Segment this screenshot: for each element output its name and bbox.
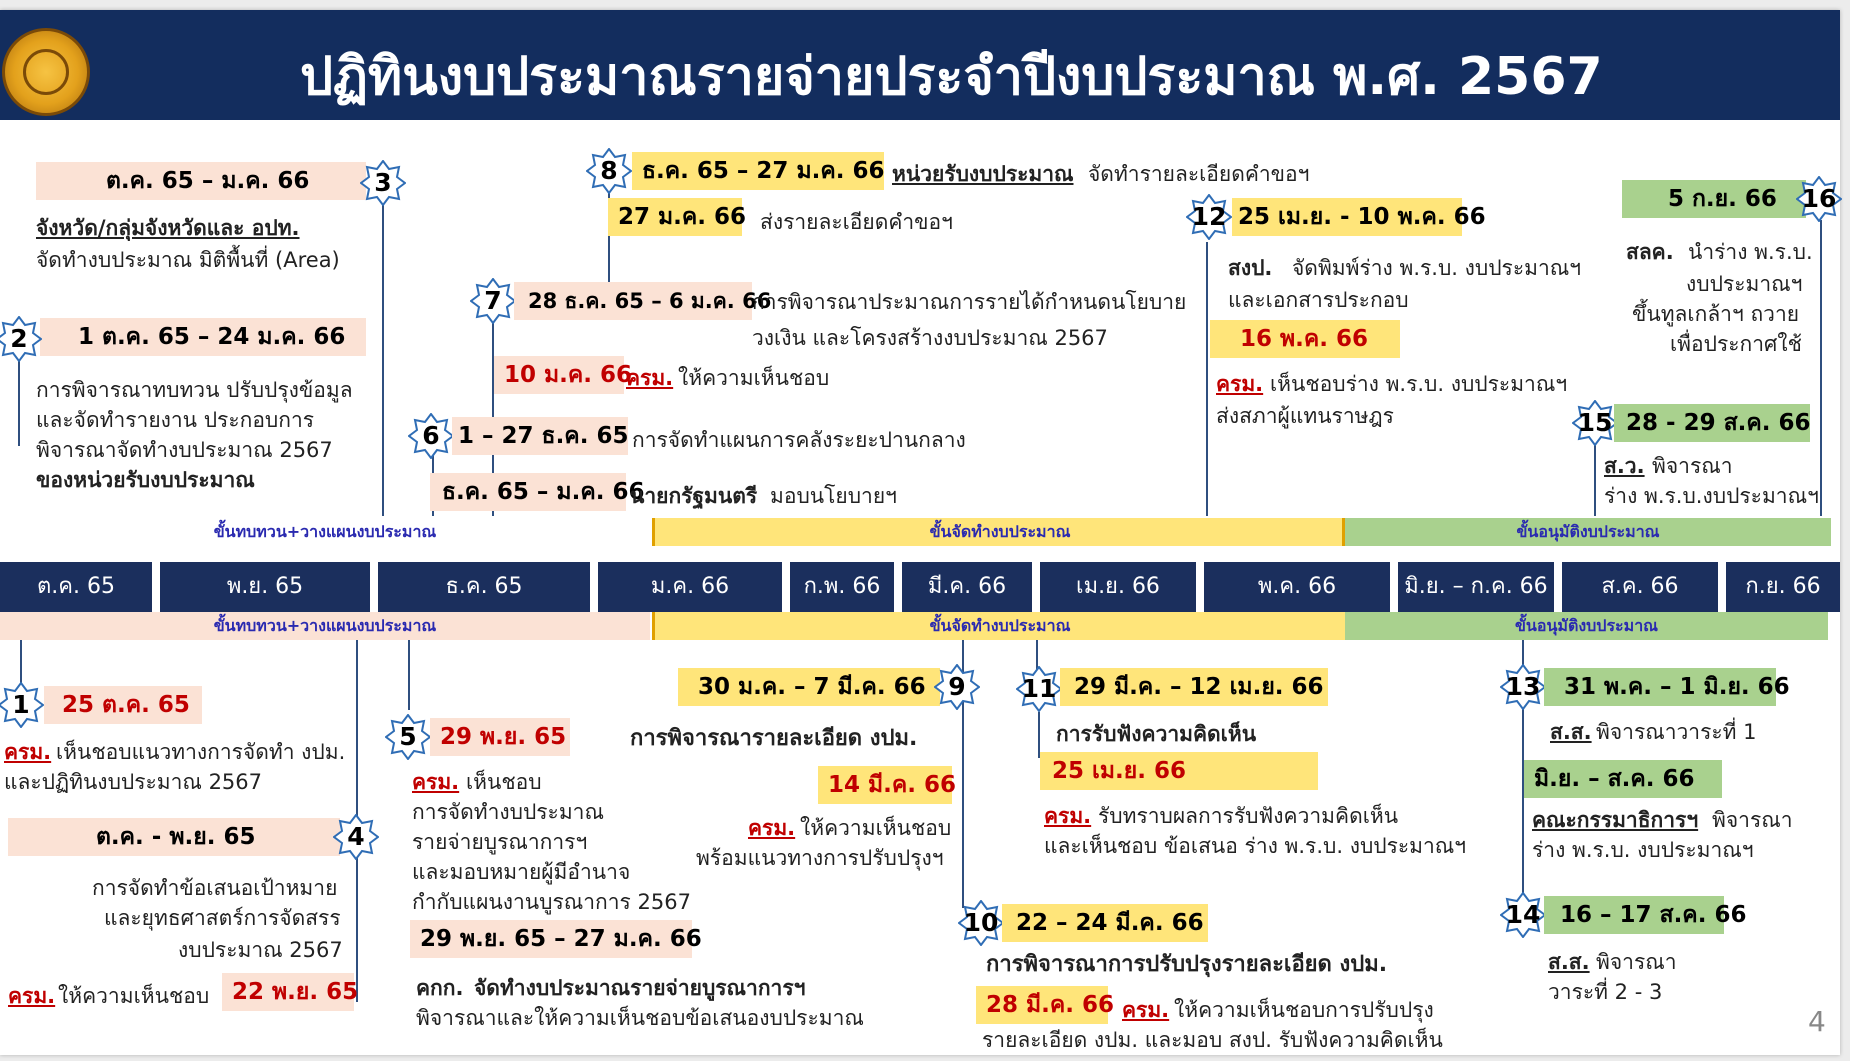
step1-badge: 1 (0, 682, 44, 728)
step14-line1: พิจารณา (1596, 950, 1677, 974)
step12-line4: ส่งสภาผู้แทนราษฎร (1216, 404, 1394, 428)
connector-line (1820, 220, 1822, 516)
step8-line2: ส่งรายละเอียดคำขอฯ (760, 210, 953, 234)
step4-date2: 22 พ.ย. 65 (222, 973, 354, 1011)
month-jun-jul-66: มิ.ย. – ก.ค. 66 (1398, 562, 1554, 612)
month-jan-66: ม.ค. 66 (598, 562, 782, 612)
month-sep-66: ก.ย. 66 (1726, 562, 1840, 612)
step10-date: 22 – 24 มี.ค. 66 (1002, 904, 1208, 942)
step8-badge: 8 (586, 148, 632, 194)
step3-org: จังหวัด/กลุ่มจังหวัดและ อปท. (36, 216, 300, 240)
month-aug-66: ส.ค. 66 (1562, 562, 1718, 612)
step7-org: ครม. (626, 366, 674, 390)
step11-line1: การรับฟังความคิดเห็น (1056, 722, 1257, 746)
step1-date: 25 ต.ค. 65 (44, 686, 202, 724)
step3-line1: จัดทำงบประมาณ มิติพื้นที่ (Area) (36, 248, 340, 272)
header-bar (0, 10, 1840, 120)
step10-line1: การพิจารณาการปรับปรุงรายละเอียด งปม. (986, 952, 1388, 977)
step2-line3: พิจารณาจัดทำงบประมาณ 2567 (36, 438, 333, 462)
step5-org: ครม. (412, 770, 460, 794)
step16-line3: ขึ้นทูลเกล้าฯ ถวาย (1632, 302, 1800, 326)
step13-org2: คณะกรรมาธิการฯ (1532, 808, 1699, 832)
step16-org: สลค. (1626, 240, 1674, 264)
step8-line1: จัดทำรายละเอียดคำขอฯ (1088, 162, 1310, 186)
step11-date2: 25 เม.ย. 66 (1040, 752, 1318, 790)
page-title: ปฏิทินงบประมาณรายจ่ายประจำปีงบประมาณ พ.ศ. 2567 (300, 47, 1603, 107)
step4-org: ครม. (8, 984, 56, 1008)
step4-line3: งบประมาณ 2567 (178, 938, 343, 962)
step13-badge: 13 (1500, 664, 1546, 710)
month-may-66: พ.ค. 66 (1204, 562, 1390, 612)
month-feb-66: ก.พ. 66 (790, 562, 894, 612)
step5-line4: และมอบหมายผู้มีอำนาจ (412, 860, 631, 884)
phase-approve-top: ขั้นอนุมัติงบประมาณ (1342, 518, 1831, 546)
step5-org2: คกก. (416, 976, 464, 1000)
step15-org: ส.ว. (1604, 454, 1645, 478)
step6-org: นายกรัฐมนตรี (630, 484, 758, 508)
step16-line1: นำร่าง พ.ร.บ. (1688, 240, 1813, 264)
step6-badge: 6 (408, 413, 454, 459)
step12-org: สงป. (1228, 256, 1273, 280)
connector-line (382, 190, 384, 516)
step4-text: ให้ความเห็นชอบ (58, 984, 210, 1008)
month-oct-65: ต.ค. 65 (0, 562, 152, 612)
step9-line3: พร้อมแนวทางการปรับปรุงฯ (696, 846, 944, 870)
step2-date: 1 ต.ค. 65 – 24 ม.ค. 66 (40, 318, 366, 356)
slide (0, 10, 1840, 1055)
step1-line1: เห็นชอบแนวทางการจัดทำ งปม. (56, 740, 346, 764)
step8-date2: 27 ม.ค. 66 (608, 198, 742, 236)
step9-org: ครม. (748, 816, 796, 840)
step12-line1: จัดพิมพ์ร่าง พ.ร.บ. งบประมาณฯ (1292, 256, 1582, 280)
step10-org: ครม. (1122, 998, 1170, 1022)
step11-line2: รับทราบผลการรับฟังความคิดเห็น (1098, 804, 1399, 828)
page-number: 4 (1808, 1005, 1826, 1038)
step10-line3: รายละเอียด งปม. และมอบ สงป. รับฟังความคิดเห็น (982, 1028, 1443, 1052)
step13-line2: พิจารณา (1712, 808, 1793, 832)
step9-date: 30 ม.ค. – 7 มี.ค. 66 (678, 668, 940, 706)
step15-line1: พิจารณา (1652, 454, 1733, 478)
step2-line1: การพิจารณาทบทวน ปรับปรุงข้อมูล (36, 378, 353, 402)
step12-org2: ครม. (1216, 372, 1264, 396)
step12-badge: 12 (1186, 194, 1232, 240)
connector-line (20, 640, 22, 688)
step10-badge: 10 (958, 900, 1004, 946)
phase-review-top: ขั้นทบทวน+วางแผนงบประมาณ (213, 522, 437, 541)
step3-badge: 3 (360, 160, 406, 206)
step13-line3: ร่าง พ.ร.บ. งบประมาณฯ (1532, 838, 1754, 862)
step13-org: ส.ส. (1550, 720, 1592, 744)
step7-line2: วงเงิน และโครงสร้างงบประมาณ 2567 (752, 326, 1108, 350)
step7-date2: 10 ม.ค. 66 (494, 356, 624, 394)
step7-badge: 7 (470, 278, 516, 324)
step10-date2: 28 มี.ค. 66 (976, 986, 1108, 1024)
step5-line6: จัดทำงบประมาณรายจ่ายบูรณาการฯ (474, 976, 806, 1000)
step12-date: 25 เม.ย. - 10 พ.ค. 66 (1232, 198, 1462, 236)
step6-date: 1 – 27 ธ.ค. 65 (452, 417, 628, 455)
step9-line2: ให้ความเห็นชอบ (800, 816, 952, 840)
step4-line2: และยุทธศาสตร์การจัดสรร (104, 906, 341, 930)
step5-date: 29 พ.ย. 65 (430, 718, 570, 756)
month-apr-66: เม.ย. 66 (1040, 562, 1196, 612)
step5-line3: รายจ่ายบูรณาการฯ (412, 830, 588, 854)
step12-line2: และเอกสารประกอบ (1228, 288, 1409, 312)
step12-line3: เห็นชอบร่าง พ.ร.บ. งบประมาณฯ (1270, 372, 1568, 396)
month-nov-65: พ.ย. 65 (160, 562, 370, 612)
emblem-logo (2, 28, 90, 116)
step5-date2: 29 พ.ย. 65 – 27 ม.ค. 66 (410, 920, 692, 958)
step6-line2: มอบนโยบายฯ (770, 484, 897, 508)
step16-line4: เพื่อประกาศใช้ (1670, 332, 1802, 356)
step11-org: ครม. (1044, 804, 1092, 828)
step5-line1: เห็นชอบ (466, 770, 542, 794)
step6-line1: การจัดทำแผนการคลังระยะปานกลาง (632, 428, 966, 452)
step14-date: 16 – 17 ส.ค. 66 (1544, 896, 1724, 934)
step7-date: 28 ธ.ค. 65 – 6 ม.ค. 66 (514, 282, 752, 320)
step5-line5: กำกับแผนงานบูรณาการ 2567 (412, 890, 691, 914)
phase-review-bottom: ขั้นทบทวน+วางแผนงบประมาณ (0, 612, 650, 640)
step14-line2: วาระที่ 2 - 3 (1548, 980, 1663, 1004)
step15-line2: ร่าง พ.ร.บ.งบประมาณฯ (1604, 484, 1819, 508)
phase-prepare-top: ขั้นจัดทำงบประมาณ (652, 518, 1345, 546)
step1-line2: และปฏิทินงบประมาณ 2567 (4, 770, 263, 794)
step13-date2: มิ.ย. – ส.ค. 66 (1524, 760, 1722, 798)
step1-org: ครม. (4, 740, 52, 764)
step2-line2: และจัดทำรายงาน ประกอบการ (36, 408, 315, 432)
step4-date: ต.ค. - พ.ย. 65 (8, 818, 340, 856)
phase-approve-bottom: ขั้นอนุมัติงบประมาณ (1345, 612, 1828, 640)
step8-org: หน่วยรับงบประมาณ (892, 162, 1074, 186)
step5-badge: 5 (385, 714, 431, 760)
step5-line7: พิจารณาและให้ความเห็นชอบข้อเสนองบประมาณ (416, 1006, 864, 1030)
step11-date: 29 มี.ค. – 12 เม.ย. 66 (1060, 668, 1328, 706)
step12-date2: 16 พ.ค. 66 (1210, 320, 1400, 358)
step7-line1: การพิจารณาประมาณการรายได้กำหนดนโยบาย (752, 290, 1187, 314)
step13-line1: พิจารณาวาระที่ 1 (1596, 720, 1757, 744)
step9-badge: 9 (934, 664, 980, 710)
step3-date: ต.ค. 65 – ม.ค. 66 (36, 162, 366, 200)
step4-badge: 4 (333, 814, 379, 860)
step11-badge: 11 (1016, 666, 1062, 712)
step16-line2: งบประมาณฯ (1686, 272, 1803, 296)
step4-line1: การจัดทำข้อเสนอเป้าหมาย (92, 876, 338, 900)
step14-badge: 14 (1500, 892, 1546, 938)
month-mar-66: มี.ค. 66 (902, 562, 1032, 612)
month-dec-65: ธ.ค. 65 (378, 562, 590, 612)
step13-date: 31 พ.ค. – 1 มิ.ย. 66 (1544, 668, 1776, 706)
step11-line3: และเห็นชอบ ข้อเสนอ ร่าง พ.ร.บ. งบประมาณฯ (1044, 834, 1467, 858)
step5-line2: การจัดทำงบประมาณ (412, 800, 604, 824)
step15-badge: 15 (1572, 400, 1618, 446)
connector-line (408, 640, 410, 710)
step9-date2: 14 มี.ค. 66 (818, 766, 952, 804)
step16-badge: 16 (1796, 176, 1842, 222)
step14-org: ส.ส. (1548, 950, 1590, 974)
connector-line (1206, 242, 1208, 516)
phase-prepare-bottom: ขั้นจัดทำงบประมาณ (652, 612, 1345, 640)
step2-badge: 2 (0, 316, 42, 362)
step8-date: ธ.ค. 65 – 27 ม.ค. 66 (632, 152, 884, 190)
step2-line4: ของหน่วยรับงบประมาณ (36, 468, 255, 492)
step7-line3: ให้ความเห็นชอบ (678, 366, 830, 390)
step9-line1: การพิจารณารายละเอียด งปม. (630, 726, 918, 751)
step6-date2: ธ.ค. 65 – ม.ค. 66 (430, 473, 626, 511)
step16-date: 5 ก.ย. 66 (1622, 180, 1806, 218)
step10-line2: ให้ความเห็นชอบการปรับปรุง (1174, 998, 1434, 1022)
step15-date: 28 - 29 ส.ค. 66 (1614, 404, 1810, 442)
